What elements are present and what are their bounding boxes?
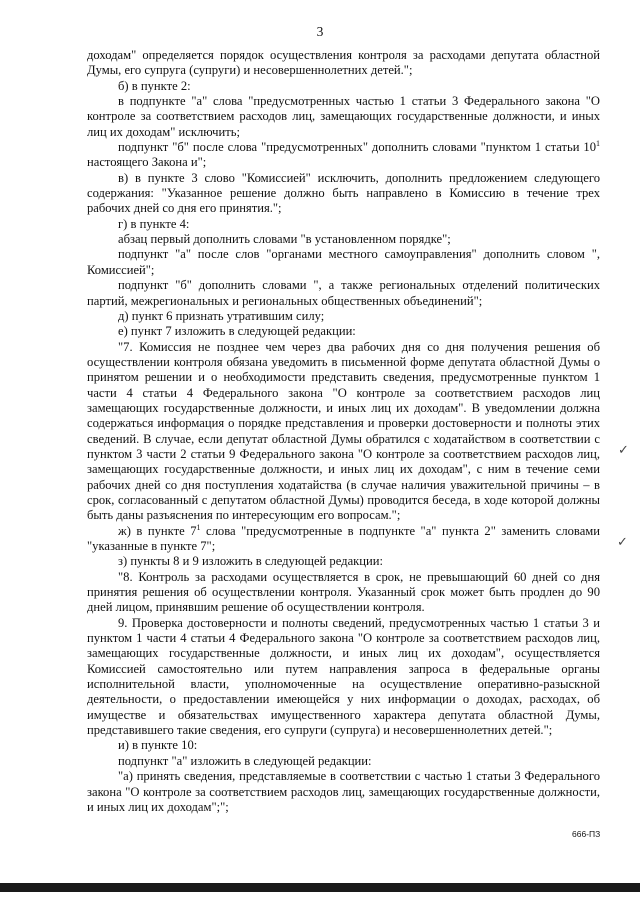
paragraph: и) в пункте 10: xyxy=(118,738,198,753)
paragraph: б) в пункте 2: xyxy=(118,78,191,93)
superscript: 1 xyxy=(596,139,600,149)
document-body xyxy=(87,48,600,815)
paragraph: "8. Контроль за расходами осуществляется в срок, не превышающий 60 дней со дня принятия решения об осуществлении контроля. Указанный срок может быть продлен до 90 дней лицом, принявшим решение об осуществлении контроля. xyxy=(87,569,600,615)
paragraph: в) в пункте 3 слово "Комиссией" исключить, дополнить предложением следующего содержания: "Указанное решение должно быть направлено в Комиссию в течение трех рабочих дней со дня его принятия."; xyxy=(87,170,600,216)
paragraph: д) пункт 6 признать утратившим силу; xyxy=(118,308,325,323)
margin-check-mark: ✓ xyxy=(617,534,628,549)
paragraph: подпункт "б" дополнить словами ", а также региональных отделений политических партий, межрегиональных и региональных общественных объединений"; xyxy=(87,278,600,308)
paragraph: "а) принять сведения, представляемые в соответствии с частью 1 статьи 3 Федерального закона "О контроле за соответствием расходов лиц, замещающих государственные должности, и иных лиц их доходам";"; xyxy=(87,769,600,814)
paragraph: подпункт "а" после слов "органами местного самоуправления" дополнить словом ", Комиссией"; xyxy=(87,247,600,277)
paragraph: "7. Комиссия не позднее чем через два рабочих дня со дня получения решения об осуществлении контроля обязана уведомить в письменной форме депутата областной Думы о принятом решении и о необходимости представить сведения, предусмотренные пунктом 1 части 4 статьи 4 Федерального закона "О контроле за соответствием расходов лиц замещающих государственные должности, и иных лиц их доходам". В уведомлении должна содержаться информация о порядке представления и проверки достоверности и полноты этих сведений. В случае, если депутат областной Думы обратился с ходатайством в соответствии с пунктом 3 части 2 статьи 9 Федерального закона "О контроле за соответствием расходов лиц, замещающих государственные должности, и иных лиц их доходам", с ним в течение семи рабочих дней со дня поступления ходатайства (в случае наличия уважительной причины – в срок, согласованный с депутатом областной Думы) проводится беседа, в ходе которой должны быть даны разъяснения по интересующим его вопросам."; xyxy=(87,339,600,523)
paragraph: доходам" определяется порядок осуществления контроля за расходами депутата областной Думы, его супруга (супруги) и несовершеннолетних детей."; xyxy=(87,48,600,78)
paragraph: в подпункте "а" слова "предусмотренных частью 1 статьи 3 Федерального закона "О контроле за соответствием расходов лиц, замещающих государственные должности, и иных лиц их доходам" исключить; xyxy=(87,94,600,139)
paragraph xyxy=(87,524,600,555)
document-code: 666-ПЗ xyxy=(572,829,601,839)
superscript: 1 xyxy=(196,522,201,532)
scan-edge-band xyxy=(0,883,640,892)
paragraph-text: ж) в пункте 7 xyxy=(118,523,197,538)
paragraph: 9. Проверка достоверности и полноты сведений, предусмотренных частью 1 статьи 3 и пунктом 1 части 4 статьи 4 Федерального закона "О контроле за соответствием расходов лиц, замещающих государственные должности, и иных лиц их доходам", осуществляется Комиссией самостоятельно или путем направления запроса в федеральные органы исполнительной власти, уполномоченные на осуществление оперативно-разыскной деятельности, о предоставлении имеющейся у них информации о доходах, расходах, об имуществе и обязательствах имущественного характера депутата областной Думы, представившего такие сведения, его супруги (супруга) и несовершеннолетних детей."; xyxy=(87,615,600,738)
page-number: 3 xyxy=(316,24,324,39)
paragraph: г) в пункте 4: xyxy=(118,216,190,231)
paragraph-tail: слова "предусмотренные в подпункте "а" пункта 2" заменить словами "указанные в пункте 7"; xyxy=(87,523,601,553)
paragraph xyxy=(87,140,600,171)
margin-check-mark: ✓ xyxy=(618,442,629,457)
paragraph-text: подпункт "б" после слова "предусмотренных" дополнить словами "пунктом 1 статьи 10 xyxy=(118,140,596,155)
paragraph: абзац первый дополнить словами "в установленном порядке"; xyxy=(118,232,451,247)
paragraph: е) пункт 7 изложить в следующей редакции: xyxy=(118,324,356,339)
paragraph-tail: настоящего Закона и"; xyxy=(87,155,207,170)
paragraph: подпункт "а" изложить в следующей редакции: xyxy=(118,753,372,768)
paragraph: з) пункты 8 и 9 изложить в следующей редакции: xyxy=(118,554,383,569)
